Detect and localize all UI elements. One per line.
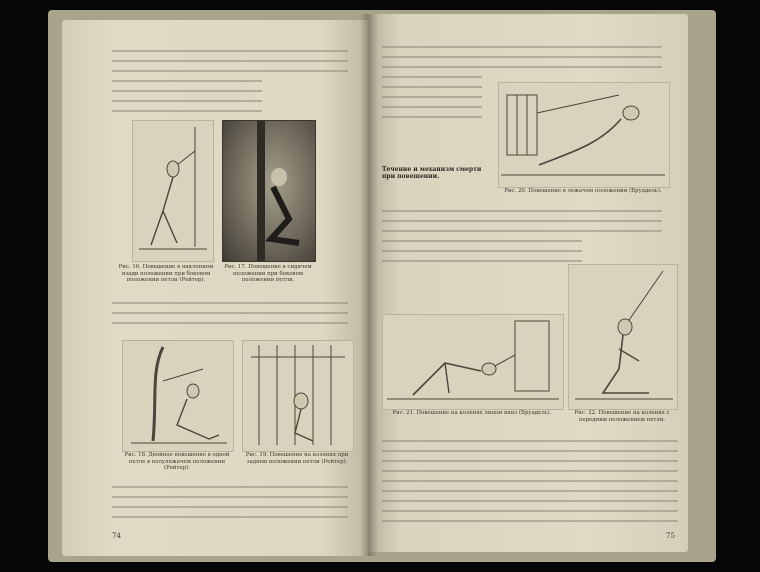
left-page (62, 20, 368, 556)
text-line (112, 60, 348, 62)
text-line (382, 450, 678, 452)
text-line (382, 230, 662, 232)
text-line (382, 46, 662, 48)
text-line (112, 302, 348, 304)
caption-fig18: Рис. 18. Двойное повешение в одной петле в полулежачем положении (Рейтер). (124, 452, 230, 472)
text-line (382, 240, 582, 242)
text-line (382, 106, 482, 108)
text-line (382, 96, 482, 98)
text-line (112, 50, 348, 52)
text-line (382, 220, 662, 222)
text-line (112, 322, 348, 324)
text-line (382, 210, 662, 212)
text-line (112, 70, 348, 72)
text-line (112, 80, 262, 82)
figure-18-drawing (123, 341, 233, 451)
caption-fig20: Рис. 20. Повешение в лежачем положении (Бруадель). (504, 188, 662, 194)
text-line (382, 510, 678, 512)
text-line (112, 100, 262, 102)
left-page-number: 74 (112, 532, 121, 540)
caption-fig16: Рис. 16. Повешение в наклонном изади положении при боковом положении петли (Рейтер). (118, 264, 214, 284)
text-line (112, 516, 348, 518)
caption-fig22: Рис. 22. Повешение на коленях с передним положением петли. (574, 410, 670, 423)
figure-21 (382, 314, 564, 410)
figure-18 (122, 340, 234, 452)
text-line (382, 76, 482, 78)
figure-21-drawing (383, 315, 563, 409)
text-line (382, 250, 582, 252)
text-line (382, 260, 582, 262)
figure-20-drawing (499, 83, 669, 187)
figure-22-drawing (569, 265, 677, 409)
text-line (112, 110, 262, 112)
book-gutter (360, 14, 378, 556)
figure-17-drawing (223, 121, 315, 261)
figure-19-drawing (243, 341, 353, 451)
text-line (112, 312, 348, 314)
caption-fig17: Рис. 17. Повешение в сидячем положении при боковом положении петли. (224, 264, 312, 284)
text-line (382, 66, 662, 68)
right-page (368, 14, 688, 552)
text-line (382, 480, 678, 482)
text-line (382, 440, 678, 442)
figure-16 (132, 120, 214, 262)
text-line (112, 90, 262, 92)
section-heading: Течение и механизм смерти при повешении. (382, 166, 482, 180)
text-line (382, 470, 678, 472)
text-line (382, 490, 678, 492)
text-line (112, 506, 348, 508)
text-line (382, 116, 482, 118)
text-line (382, 56, 662, 58)
right-page-number: 75 (666, 532, 675, 540)
figure-20 (498, 82, 670, 188)
text-line (382, 460, 678, 462)
figure-19 (242, 340, 354, 452)
caption-fig21: Рис. 21. Повешение на коленях лицом вниз (Бруадель). (392, 410, 552, 416)
text-line (382, 500, 678, 502)
text-line (382, 86, 482, 88)
figure-22 (568, 264, 678, 410)
text-line (112, 496, 348, 498)
caption-fig19: Рис. 19. Повешение на коленях при заднем положении петли (Рейтер). (245, 452, 349, 465)
text-line (112, 486, 348, 488)
text-line (382, 520, 678, 522)
figure-17-photo (222, 120, 316, 262)
figure-16-drawing (133, 121, 213, 261)
